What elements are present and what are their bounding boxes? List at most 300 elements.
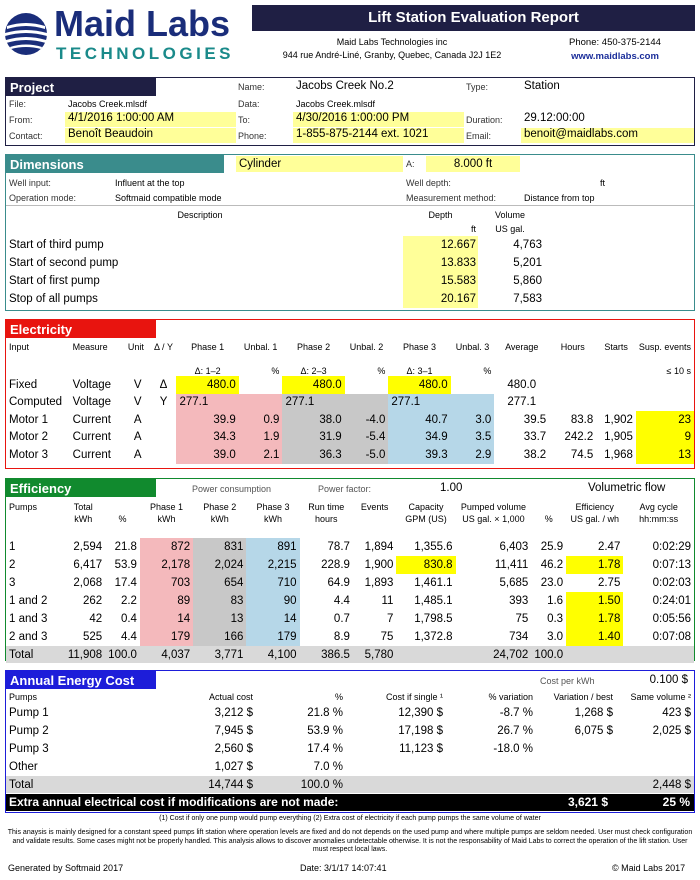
eff-cell: 393 — [509, 595, 529, 607]
elec-cell — [345, 376, 389, 394]
eff-cell: 0:07:13 — [652, 559, 691, 571]
eff-subheader-cell: kWh — [263, 514, 282, 524]
logo-bottom-text: TECHNOLOGIES — [56, 44, 235, 63]
file-value: Jacobs Creek.mlsdf — [68, 99, 148, 109]
elec-cell: A — [133, 448, 142, 461]
elec-cell: 480.0 — [507, 378, 537, 391]
a-label: A: — [406, 159, 415, 169]
energy-cell — [446, 758, 536, 776]
eff-cell: 710 — [246, 574, 299, 592]
volumetric-flow-label: Volumetric flow — [588, 482, 666, 494]
elec-header-cell: Average — [505, 342, 539, 352]
elec-cell: 480.0 — [388, 376, 450, 394]
elec-header-cell: Input — [9, 342, 30, 352]
eff-cell: 4.4 — [120, 631, 137, 643]
op-mode-label: Operation mode: — [9, 193, 77, 203]
elec-cell: 13 — [636, 446, 694, 464]
energy-header-cell: % — [334, 692, 343, 702]
elec-cell: 34.9 — [388, 429, 450, 447]
eff-subheader-cell: % — [544, 514, 553, 524]
elec-cell — [239, 376, 283, 394]
elec-cell — [636, 394, 694, 412]
eff-cell: 1 and 2 — [9, 595, 48, 607]
elec-cell: 9 — [636, 429, 694, 447]
elec-cell: -4.0 — [345, 411, 389, 429]
eff-subheader-cell: kWh — [74, 514, 93, 524]
op-mode-value: Softmaid compatible mode — [115, 193, 222, 203]
dimension-depth: 13.833 — [440, 257, 476, 269]
elec-subheader-cell: Δ: 2–3 — [300, 366, 327, 376]
eff-total-cell: 24,702 — [493, 648, 529, 661]
elec-cell: 2.1 — [239, 446, 283, 464]
energy-cell: 1,027 $ — [214, 761, 253, 773]
phone-label: Phone: — [238, 131, 267, 141]
eff-subheader-cell: GPM (US) — [405, 514, 447, 524]
energy-cell: 21.8 % — [307, 707, 343, 719]
eff-cell: 0:05:56 — [652, 613, 691, 625]
energy-table — [6, 690, 694, 793]
eff-header-cell: Avg cycle — [639, 502, 678, 512]
eff-total-cell: 100.0 — [534, 648, 564, 661]
eff-header-cell: Phase 2 — [203, 502, 237, 512]
well-input-value: Influent at the top — [115, 178, 185, 188]
eff-cell: 83 — [193, 592, 246, 610]
eff-cell: 64.9 — [327, 577, 350, 589]
eff-total-cell: Total — [9, 648, 34, 661]
eff-cell: 0.4 — [120, 613, 137, 625]
elec-cell — [451, 394, 495, 412]
disclaimer: This anaysis is mainly designed for a constant speed pumps lift station where operation levels are fixed and do not depends on the used pump and where multiple pumps are seldom needed. User must check configuration and validate results. Some cases might not be properly handled. This analysis allows to discover anomalies undetectable otherwise. It is not the responsability of Maid Labs to correct the operation of the lift station. User must respect local laws. — [7, 829, 693, 853]
globe-logo-icon — [4, 12, 48, 56]
eff-cell: 1,893 — [364, 577, 394, 589]
energy-total-cell — [346, 776, 446, 793]
electricity-title: Electricity — [6, 320, 156, 338]
dimension-depth: 12.667 — [440, 239, 476, 251]
duration-value: 29.12:00:00 — [524, 112, 585, 124]
eff-cell: 21.8 — [114, 541, 137, 553]
elec-cell: 1,905 — [604, 431, 633, 444]
energy-cell: 2,025 $ — [652, 725, 691, 737]
energy-row — [6, 722, 694, 740]
elec-cell: Voltage — [72, 378, 112, 391]
elec-cell: 39.0 — [176, 446, 238, 464]
footer-date: Date: 3/1/17 14:07:41 — [300, 863, 387, 873]
elec-subheader-cell: Δ: 3–1 — [406, 366, 433, 376]
elec-cell: 38.2 — [523, 448, 547, 461]
dimension-row — [6, 273, 686, 291]
elec-cell: 38.0 — [282, 411, 344, 429]
eff-total-cell — [566, 646, 623, 663]
energy-cell — [346, 758, 446, 776]
eff-cell: 17.4 — [114, 577, 137, 589]
elec-cell: 40.7 — [388, 411, 450, 429]
elec-subheader-cell: Δ: 1–2 — [194, 366, 221, 376]
elec-cell: 277.1 — [282, 394, 344, 412]
eff-cell: 262 — [82, 595, 103, 607]
contact-label: Contact: — [9, 131, 43, 141]
eff-cell: 2,024 — [193, 556, 246, 574]
eff-cell: 228.9 — [321, 559, 350, 571]
energy-total-cell — [446, 776, 536, 793]
elec-cell: 33.7 — [523, 431, 547, 444]
energy-cell: 7.0 % — [313, 761, 343, 773]
elec-cell: 3.5 — [451, 429, 495, 447]
dimension-desc: Stop of all pumps — [9, 293, 98, 305]
elec-cell: 36.3 — [282, 446, 344, 464]
report-title: Lift Station Evaluation Report — [252, 5, 695, 31]
dimension-depth: 20.167 — [440, 293, 476, 305]
energy-total-cell: Total — [9, 778, 34, 791]
phone-value: 1-855-875-2144 ext. 1021 — [293, 128, 464, 143]
elec-subheader-cell — [596, 354, 636, 376]
elec-cell: 277.1 — [507, 396, 537, 409]
energy-table-wrap — [6, 690, 694, 793]
eff-cell: 179 — [140, 628, 193, 646]
elec-cell: Current — [72, 448, 112, 461]
energy-cell — [616, 758, 694, 776]
elec-cell: Y — [159, 396, 168, 409]
energy-cell: 2,560 $ — [214, 743, 253, 755]
energy-header-cell: % variation — [488, 692, 533, 702]
eff-subheader-cell: hh:mm:ss — [639, 514, 679, 524]
elec-cell: Current — [72, 413, 112, 426]
extra-cost-label: Extra annual electrical cost if modifications are not made: — [9, 795, 339, 809]
power-factor-label: Power factor: — [318, 484, 372, 494]
eff-cell: 3.0 — [547, 631, 564, 643]
eff-total-cell: 386.5 — [321, 648, 350, 661]
eff-total-cell: 4,037 — [161, 648, 191, 661]
elec-subheader-cell — [6, 354, 70, 376]
eff-subheader-cell: US gal. / wh — [570, 514, 619, 524]
eff-cell: 46.2 — [540, 559, 564, 571]
col-description: Description — [177, 210, 223, 220]
energy-header-cell: Cost if single ¹ — [385, 692, 443, 702]
eff-total-cell: 11,908 — [67, 648, 103, 661]
eff-row — [6, 574, 694, 592]
eff-row — [6, 538, 694, 556]
elec-cell: Δ — [159, 378, 168, 391]
electricity-table-wrap — [6, 340, 694, 464]
energy-total-cell: 2,448 $ — [652, 778, 691, 791]
copyright: © Maid Labs 2017 — [612, 863, 686, 873]
dimension-desc: Start of first pump — [9, 275, 100, 287]
eff-header-cell: Total — [73, 502, 93, 512]
eff-subheader-cell — [353, 514, 397, 538]
elec-row — [6, 376, 694, 394]
eff-cell: 2,068 — [73, 577, 103, 589]
elec-header-cell: Measure — [72, 342, 108, 352]
company-name: Maid Labs Technologies inc — [336, 37, 448, 47]
unit-volume: US gal. — [495, 224, 525, 234]
elec-header-cell: Phase 3 — [403, 342, 437, 352]
elec-cell: 480.0 — [176, 376, 238, 394]
elec-cell: 480.0 — [282, 376, 344, 394]
dimension-volume: 4,763 — [513, 239, 542, 251]
energy-cell: Pump 1 — [9, 707, 49, 719]
energy-cell: 17.4 % — [307, 743, 343, 755]
dimension-depth: 15.583 — [440, 275, 476, 287]
contact-value: Benoît Beaudoin — [65, 128, 236, 143]
energy-cell: -8.7 % — [499, 707, 533, 719]
eff-header-cell: Pumped volume — [460, 502, 526, 512]
elec-cell: 0.9 — [239, 411, 283, 429]
eff-cell: 14 — [140, 610, 193, 628]
elec-cell — [151, 411, 177, 429]
data-value: Jacobs Creek.mlsdf — [296, 99, 376, 109]
elec-cell: Voltage — [72, 396, 112, 409]
efficiency-title: Efficiency — [6, 479, 156, 497]
elec-subheader-cell: % — [483, 366, 492, 376]
eff-cell: 5,685 — [499, 577, 529, 589]
well-depth-unit: ft — [600, 178, 606, 188]
elec-cell — [451, 376, 495, 394]
eff-cell: 525 — [82, 631, 103, 643]
eff-subheader-cell: % — [118, 514, 127, 524]
eff-subheader-cell: hours — [314, 514, 338, 524]
eff-cell: 179 — [246, 628, 299, 646]
energy-header-cell: Variation / best — [553, 692, 613, 702]
elec-cell: 39.9 — [176, 411, 238, 429]
elec-row — [6, 411, 694, 429]
eff-cell: 75 — [515, 613, 529, 625]
eff-subheader-cell — [6, 514, 61, 538]
eff-cell: 1.50 — [566, 592, 623, 610]
elec-cell: 1,968 — [604, 448, 633, 461]
eff-cell: 891 — [246, 538, 299, 556]
eff-header-cell: Pumps — [9, 502, 38, 512]
dimensions-title: Dimensions — [6, 155, 224, 173]
duration-label: Duration: — [466, 115, 503, 125]
elec-cell — [549, 376, 596, 394]
energy-cell: 12,390 $ — [398, 707, 443, 719]
elec-subheader-cell: % — [377, 366, 386, 376]
eff-cell: 2.2 — [120, 595, 137, 607]
cost-per-kwh-value: 0.100 $ — [649, 674, 688, 686]
eff-total-cell — [623, 646, 694, 663]
elec-cell — [345, 394, 389, 412]
energy-cell: 423 $ — [662, 707, 691, 719]
eff-total-row — [6, 646, 694, 663]
elec-cell: A — [133, 413, 142, 426]
elec-cell: 23 — [636, 411, 694, 429]
eff-cell: 0:02:03 — [652, 577, 691, 589]
extra-cost-pct: 25 % — [662, 795, 690, 809]
eff-cell: 89 — [140, 592, 193, 610]
eff-cell: 11,411 — [494, 559, 529, 571]
elec-cell: Fixed — [9, 378, 38, 391]
eff-cell: 4.4 — [333, 595, 350, 607]
well-input-label: Well input: — [9, 178, 51, 188]
elec-cell: 1,902 — [604, 413, 633, 426]
file-label: File: — [9, 99, 27, 109]
elec-cell — [636, 376, 694, 394]
eff-cell: 0:02:29 — [652, 541, 691, 553]
efficiency-table-wrap — [6, 500, 694, 663]
extra-cost-bar — [6, 794, 694, 811]
eff-header-cell: Phase 3 — [256, 502, 290, 512]
eff-total-cell: 4,100 — [267, 648, 297, 661]
energy-cell: Pump 2 — [9, 725, 49, 737]
eff-cell: 0:07:08 — [652, 631, 691, 643]
company-website[interactable]: www.maidlabs.com — [571, 51, 659, 62]
elec-cell — [151, 446, 177, 464]
dimension-volume: 5,201 — [513, 257, 542, 269]
energy-row — [6, 740, 694, 758]
eff-cell: 1.6 — [547, 595, 564, 607]
energy-total-row — [6, 776, 694, 793]
elec-subheader-cell: % — [271, 366, 280, 376]
energy-cell: 53.9 % — [307, 725, 343, 737]
eff-total-cell: 5,780 — [364, 648, 394, 661]
energy-cell — [616, 740, 694, 758]
energy-cell: 7,945 $ — [214, 725, 253, 737]
eff-cell: 830.8 — [396, 556, 455, 574]
eff-cell: 703 — [140, 574, 193, 592]
eff-cell: 2 — [9, 559, 16, 571]
elec-cell: 34.3 — [176, 429, 238, 447]
data-label: Data: — [238, 99, 260, 109]
eff-cell: 8.9 — [333, 631, 350, 643]
eff-header-cell: Capacity — [408, 502, 444, 512]
col-depth: Depth — [428, 210, 453, 220]
eff-cell: 1.78 — [566, 556, 623, 574]
to-value: 4/30/2016 1:00:00 PM — [293, 112, 464, 127]
company-address: 944 rue André-Liné, Granby, Quebec, Canada J2J 1E2 — [282, 50, 502, 60]
elec-subheader-cell — [549, 354, 596, 376]
eff-header-cell — [531, 500, 566, 514]
email-value[interactable]: benoit@maidlabs.com — [521, 128, 694, 143]
elec-cell: 2.9 — [451, 446, 495, 464]
elec-cell: 31.9 — [282, 429, 344, 447]
eff-total-cell: 3,771 — [214, 648, 244, 661]
eff-total-cell: 100.0 — [108, 648, 137, 661]
eff-cell: 7 — [387, 613, 394, 625]
dimensions-divider — [6, 205, 694, 206]
eff-cell: 1,894 — [364, 541, 394, 553]
dimension-desc: Start of third pump — [9, 239, 104, 251]
energy-footnote: (1) Cost if only one pump would pump everything (2) Extra cost of electricity if each pump pumps the same volume of water — [159, 815, 541, 822]
energy-total-cell — [536, 776, 616, 793]
energy-cell: 17,198 $ — [398, 725, 443, 737]
elec-cell: A — [133, 431, 142, 444]
eff-cell: 1,355.6 — [414, 541, 453, 553]
elec-cell: -5.4 — [345, 429, 389, 447]
energy-total-cell: 14,744 $ — [208, 778, 253, 791]
eff-cell: 13 — [193, 610, 246, 628]
elec-cell: 83.8 — [570, 413, 594, 426]
meas-method-value: Distance from top — [524, 193, 595, 203]
project-name: Jacobs Creek No.2 — [296, 80, 394, 92]
eff-cell: 2.47 — [597, 541, 621, 553]
elec-cell: Motor 1 — [9, 413, 48, 426]
energy-header-cell: Same volume ² — [630, 692, 691, 702]
dimension-volume: 7,583 — [513, 293, 542, 305]
eff-cell: 872 — [140, 538, 193, 556]
power-consumption-label: Power consumption — [192, 484, 272, 494]
elec-header-cell: Hours — [560, 342, 585, 352]
eff-cell: 2,178 — [140, 556, 193, 574]
energy-cell: 6,075 $ — [574, 725, 613, 737]
power-factor-value: 1.00 — [440, 482, 463, 494]
elec-subheader-cell — [70, 354, 125, 376]
energy-cell — [536, 758, 616, 776]
elec-header-cell: Phase 2 — [297, 342, 331, 352]
energy-cell — [536, 740, 616, 758]
elec-cell: Motor 3 — [9, 448, 48, 461]
elec-cell: 39.3 — [388, 446, 450, 464]
eff-header-cell: Run time — [308, 502, 345, 512]
from-label: From: — [9, 115, 33, 125]
eff-header-cell: Events — [360, 502, 389, 512]
eff-cell: 90 — [246, 592, 299, 610]
project-title: Project — [6, 78, 156, 96]
generated-by: Generated by Softmaid 2017 — [8, 863, 124, 873]
energy-cell: 3,212 $ — [214, 707, 253, 719]
energy-row — [6, 704, 694, 722]
col-volume: Volume — [494, 210, 526, 220]
elec-subheader-cell: ≤ 10 s — [666, 366, 691, 376]
elec-row — [6, 429, 694, 447]
eff-cell: 0.3 — [547, 613, 564, 625]
eff-cell: 6,417 — [73, 559, 103, 571]
elec-cell — [151, 429, 177, 447]
eff-row — [6, 628, 694, 646]
eff-cell: 831 — [193, 538, 246, 556]
eff-cell: 2 and 3 — [9, 631, 48, 643]
elec-header-cell: Susp. events — [638, 342, 691, 352]
elec-subheader-cell — [494, 354, 549, 376]
eff-cell: 1 — [9, 541, 16, 553]
eff-header-cell — [105, 500, 140, 514]
energy-cell: 26.7 % — [497, 725, 533, 737]
elec-cell — [549, 394, 596, 412]
eff-cell: 734 — [509, 631, 529, 643]
eff-cell: 53.9 — [114, 559, 137, 571]
eff-cell: 11 — [381, 595, 394, 607]
efficiency-table — [6, 500, 694, 663]
energy-cell: Pump 3 — [9, 743, 49, 755]
elec-cell: 3.0 — [451, 411, 495, 429]
shape-value: Cylinder — [236, 156, 403, 172]
eff-cell: 3 — [9, 577, 16, 589]
eff-cell: 23.0 — [540, 577, 564, 589]
eff-row — [6, 610, 694, 628]
dimension-row — [6, 255, 686, 273]
energy-cell: 1,268 $ — [574, 707, 613, 719]
dimension-row — [6, 291, 686, 309]
elec-cell: Computed — [9, 396, 63, 409]
eff-subheader-cell: kWh — [210, 514, 229, 524]
from-value: 4/1/2016 1:00:00 AM — [65, 112, 236, 127]
eff-cell: 1,461.1 — [414, 577, 453, 589]
well-depth-label: Well depth: — [406, 178, 451, 188]
eff-cell: 0:24:01 — [652, 595, 691, 607]
energy-title: Annual Energy Cost — [6, 671, 156, 689]
logo-top-text: Maid Labs — [54, 3, 231, 44]
elec-cell: 39.5 — [523, 413, 547, 426]
eff-header-cell: Efficiency — [575, 502, 614, 512]
cost-per-kwh-label: Cost per kWh — [540, 676, 595, 686]
to-label: To: — [238, 115, 251, 125]
eff-cell: 1,485.1 — [414, 595, 453, 607]
energy-header-cell: Pumps — [9, 692, 38, 702]
energy-cell: Other — [9, 761, 38, 773]
eff-row — [6, 592, 694, 610]
elec-header-cell: Unit — [127, 342, 144, 352]
elec-cell: -5.0 — [345, 446, 389, 464]
eff-cell: 78.7 — [327, 541, 350, 553]
elec-cell — [596, 394, 636, 412]
